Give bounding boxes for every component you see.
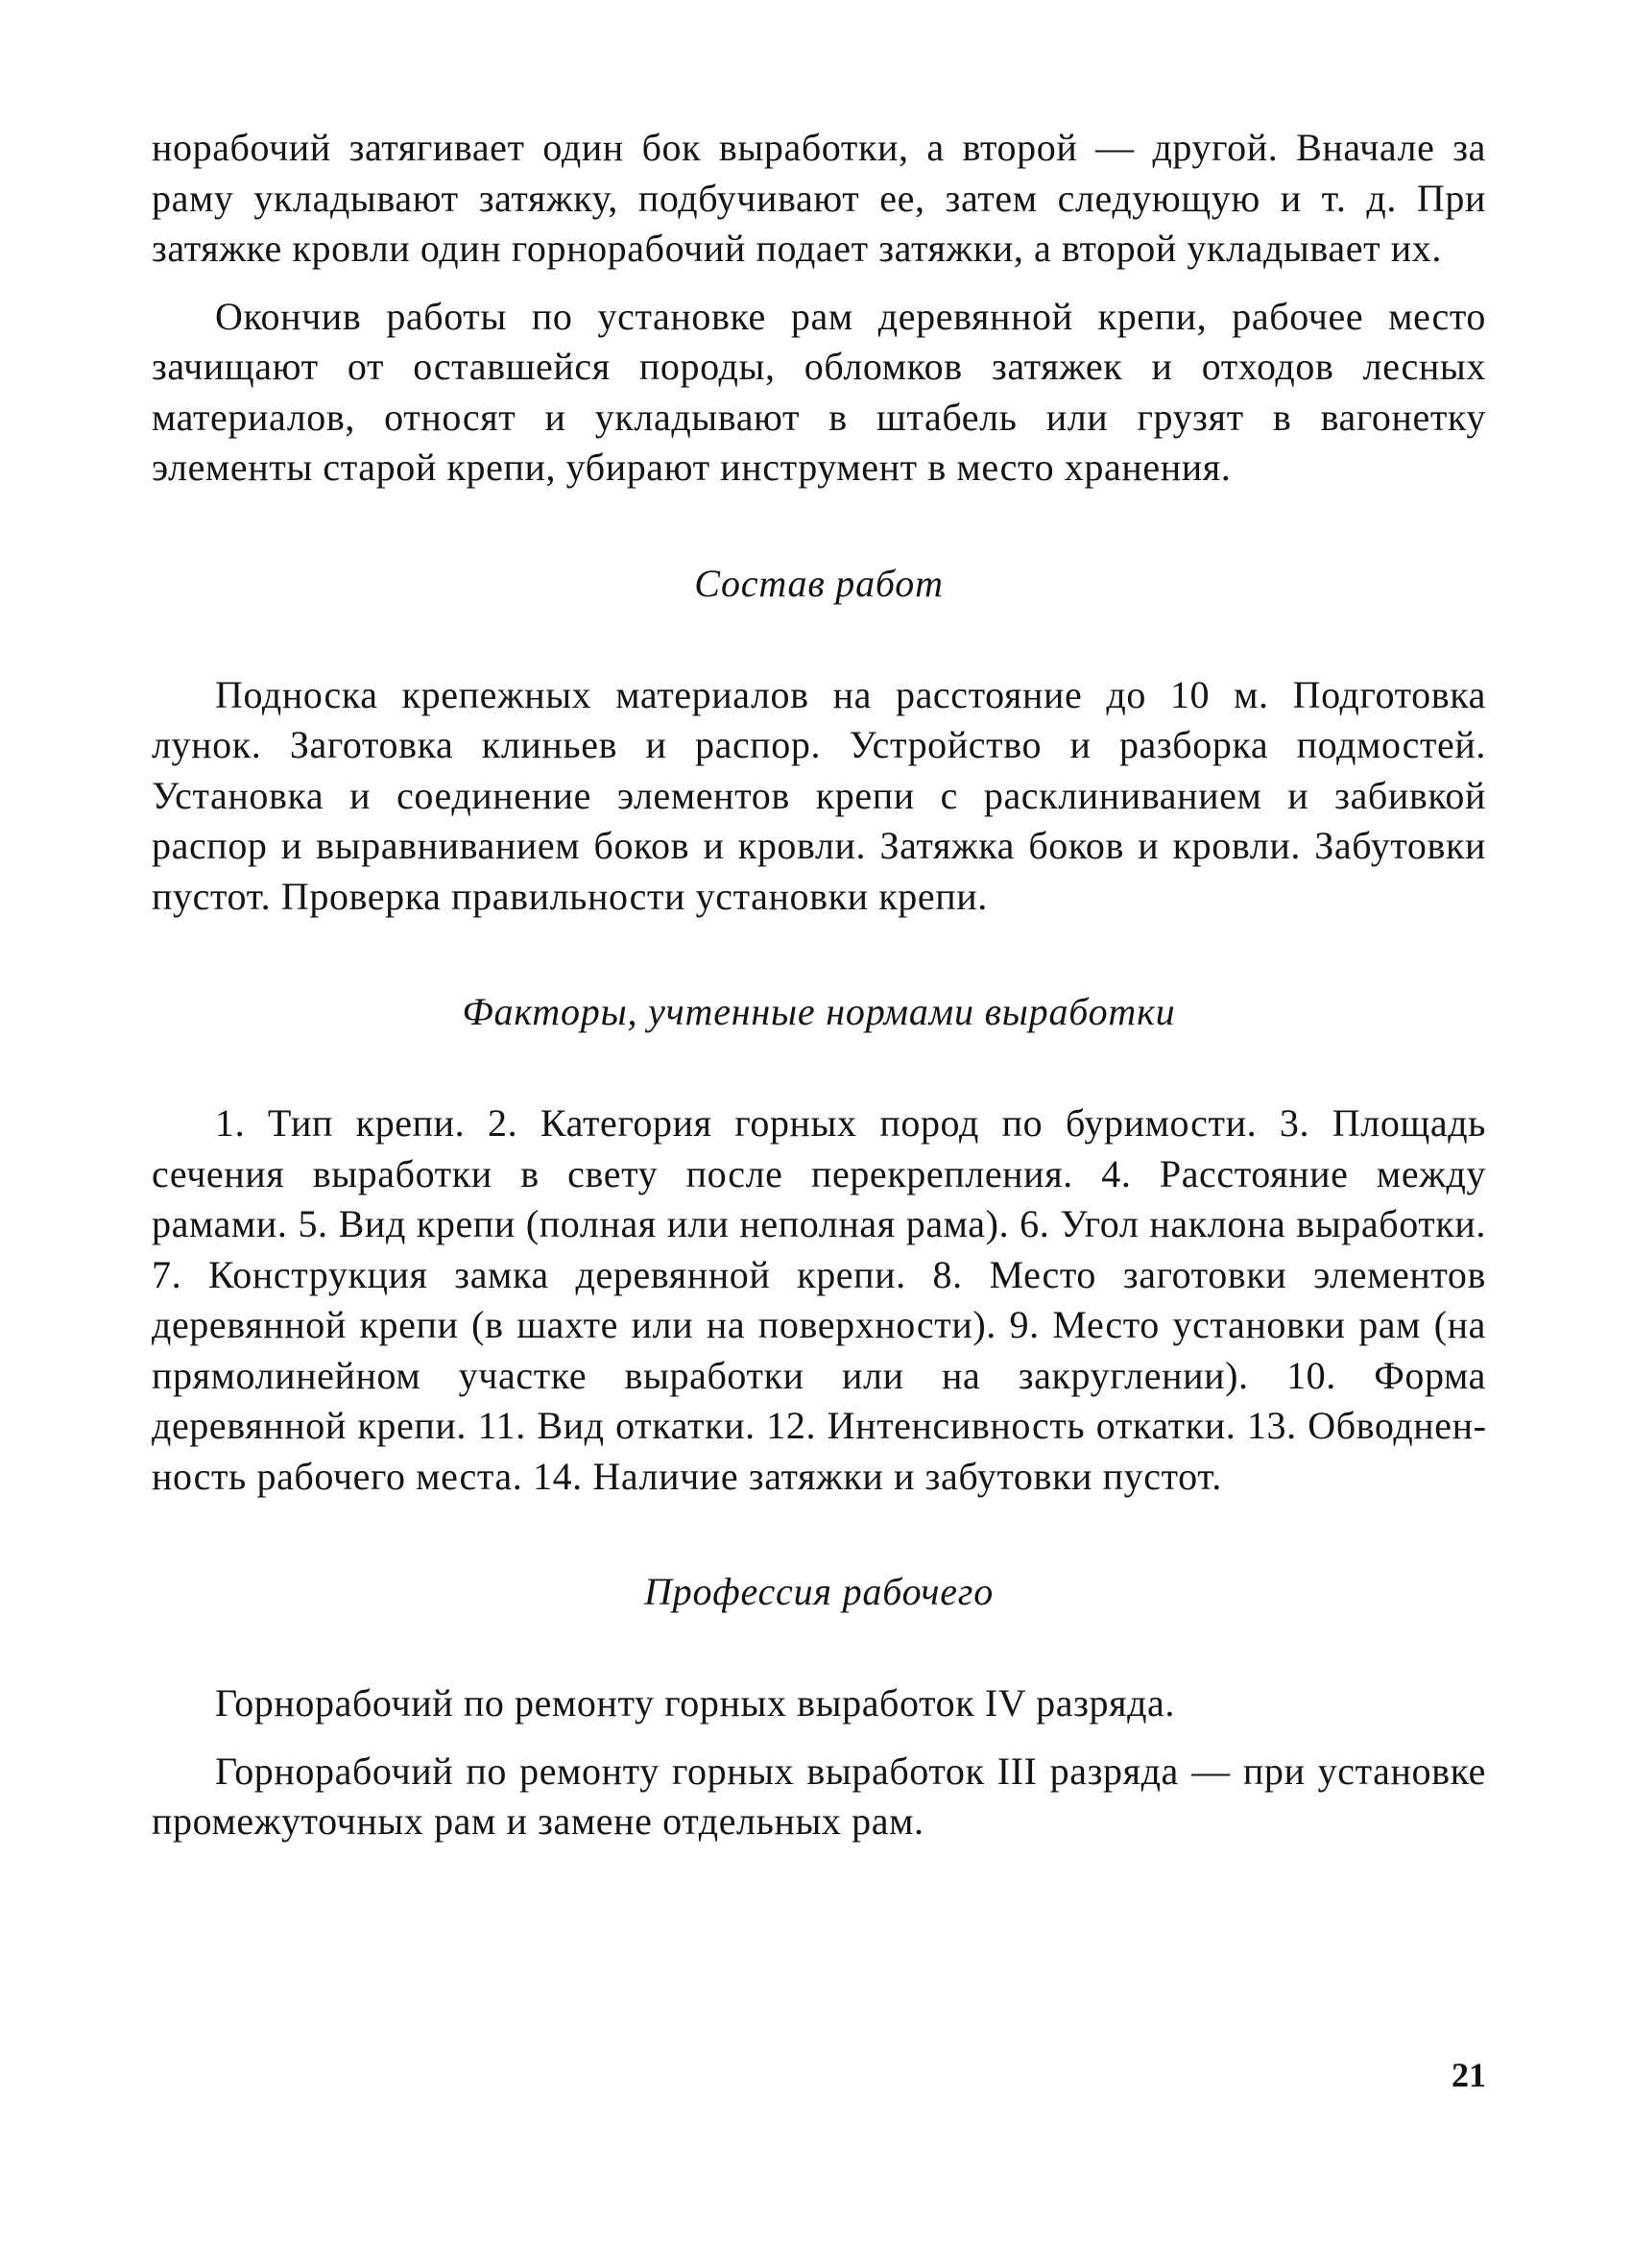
paragraph-factors: 1. Тип крепи. 2. Категория горных пород по буримости. 3. Площадь сечения выработки в свету после перекрепления. 4. Расстояние между рамами. 5. Вид крепи (полная или неполная рама). 6. Угол наклона выработки. 7. Конструкция замка деревянной крепи. 8. Место заготовки элементов деревянной крепи (в шахте или на поверхности). 9. Место установки рам (на прямолинейном участке выработки или на закруглении). 10. Форма деревянной крепи. 11. Вид откатки. 12. Интенсивность откатки. 13. Обводненность рабочего места. 14. Наличие затяжки и забутовки пустот.	[152, 1101, 1486, 1498]
paragraph-profession-2: Горнорабочий по ремонту горных выработок III разряда — при установке промежуточных рам и замене отдельных рам.	[152, 1749, 1486, 1843]
paragraph-work-composition: Подноска крепежных материалов на расстояние до 10 м. Подготовка лунок. Заготовка клиньев и распор. Устройство и разборка подмостей. Установка и соединение элементов крепи с расклиниванием и забивкой распор и выравниванием боков и кровли. Затяжка боков и кровли. Забутовки пустот. Проверка правильности установки крепи.	[152, 672, 1486, 918]
page-content	[152, 123, 1486, 1847]
heading-profession: Профессия рабочего	[643, 1570, 994, 1613]
paragraph-profession-1: Горнорабочий по ремонту горных выработок IV разряда.	[215, 1681, 1176, 1725]
paragraph-finish: Окончив работы по установке рам деревянной крепи, рабочее место зачищают от оставшейся породы, обломков затяжек и отходов лесных материалов, относят и укладывают в штабель или грузят в вагонетку элементы старой крепи, убирают инструмент в место хранения.	[152, 294, 1486, 489]
page-number: 21	[1452, 2056, 1486, 2094]
heading-factors: Факторы, учтенные нормами выработки	[462, 990, 1176, 1033]
paragraph-intro: норабочий затягивает один бок выработки, а второй — другой. Вначале за раму укладывают затяжку, подбучивают ее, затем следующую и т. д. При затяжке кровли один горнорабочий подает затяжки, а второй укладывает их.	[152, 126, 1486, 270]
heading-work-composition: Состав работ	[694, 561, 944, 605]
